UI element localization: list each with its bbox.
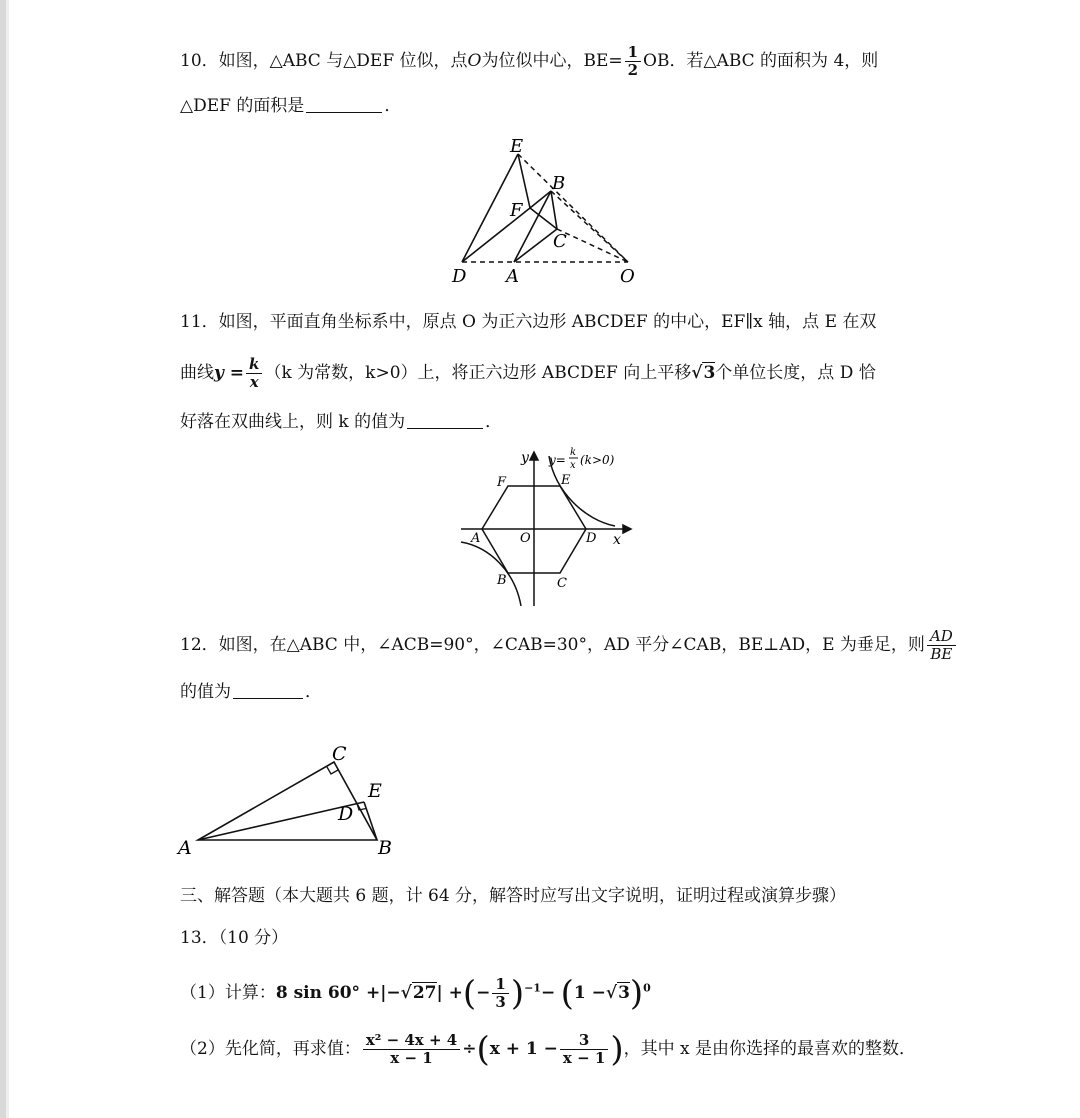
label-B: B xyxy=(552,173,566,194)
label-A: A xyxy=(471,531,481,546)
label-F: F xyxy=(510,200,523,221)
q13-title: 13．（10 分） xyxy=(180,928,289,948)
label-A: A xyxy=(506,266,519,287)
q12-fraction: $\frac{AD}{BE}$ xyxy=(927,628,956,663)
label-A: A xyxy=(178,837,192,859)
label-D: D xyxy=(338,803,354,825)
label-B: B xyxy=(497,573,507,588)
q12-figure xyxy=(170,740,410,862)
label-C: C xyxy=(557,576,567,591)
q11-answer-blank[interactable] xyxy=(407,410,483,429)
page-edge-shadow xyxy=(6,0,9,1118)
label-axis-x: x xyxy=(613,532,621,548)
q11-sqrt: √3 xyxy=(691,363,716,383)
label-curve-x: x xyxy=(570,460,576,471)
label-E: E xyxy=(368,780,382,802)
label-F: F xyxy=(497,475,507,490)
section3-heading: 三、解答题（本大题共 6 题，计 64 分，解答时应写出文字说明，证明过程或演算步骤） xyxy=(180,886,847,906)
label-axis-y: y xyxy=(521,450,529,466)
q11-line3: 好落在双曲线上，则 k 的值为 ． xyxy=(180,412,503,432)
label-O: O xyxy=(520,531,531,546)
label-E: E xyxy=(561,473,571,488)
q11-line1: 11．如图，平面直角坐标系中，原点 O 为正六边形 ABCDEF 的中心，EF∥x 轴，点 E 在双 xyxy=(180,312,877,332)
q11-figure xyxy=(455,442,640,610)
label-B: B xyxy=(378,837,392,859)
q12-line2: 的值为 ． xyxy=(180,682,322,702)
q10-answer-blank[interactable] xyxy=(306,94,382,113)
label-D: D xyxy=(586,531,597,546)
label-D: D xyxy=(452,266,467,287)
q11-fraction: $\frac{k}{x}$ xyxy=(246,356,262,391)
label-C: C xyxy=(332,743,347,765)
label-curve-y: y= xyxy=(549,453,566,467)
q10-figure xyxy=(440,132,650,292)
q12-answer-blank[interactable] xyxy=(233,680,303,699)
label-curve-k: k xyxy=(570,447,577,458)
q11-line2: 曲线y = $\frac{k}{x}$ （k 为常数，k>0）上，将正六边形 ABCDEF 向上平移√3个单位长度，点 D 恰 xyxy=(180,355,876,391)
q13-part2: （2）先化简，再求值： $\frac{\text{x² − 4x + 4}}{x - 1}$ ÷(x + 1 − $\frac{3}{x - 1}$ )，其中 x 是由你选择的最喜欢的整数． xyxy=(180,1029,916,1070)
label-O: O xyxy=(620,266,635,287)
q10-line2: △DEF 的面积是 ． xyxy=(180,96,402,116)
q13-part1: （1）计算：8 sin 60° +|−√27| +(− $\frac{1}{3}$ )$^{-1}- (1 -√3)^0$ xyxy=(180,973,651,1014)
q10-fraction: $\frac{1}{2}$ xyxy=(625,44,641,79)
label-curve-cond: (k>0) xyxy=(580,453,615,467)
label-C: C xyxy=(553,231,567,252)
q12-line1: 12．如图，在△ABC 中，∠ACB=90°，∠CAB=30°，AD 平分∠CAB，BE⊥AD，E 为垂足，则 $\frac{AD}{BE}$ xyxy=(180,628,958,663)
q10-line1: 10．如图，△ABC 与△DEF 位似，点O为位似中心，BE= $\frac{1}{2}$ OB．若△ABC 的面积为 4，则 xyxy=(180,43,879,79)
label-E: E xyxy=(510,136,524,157)
